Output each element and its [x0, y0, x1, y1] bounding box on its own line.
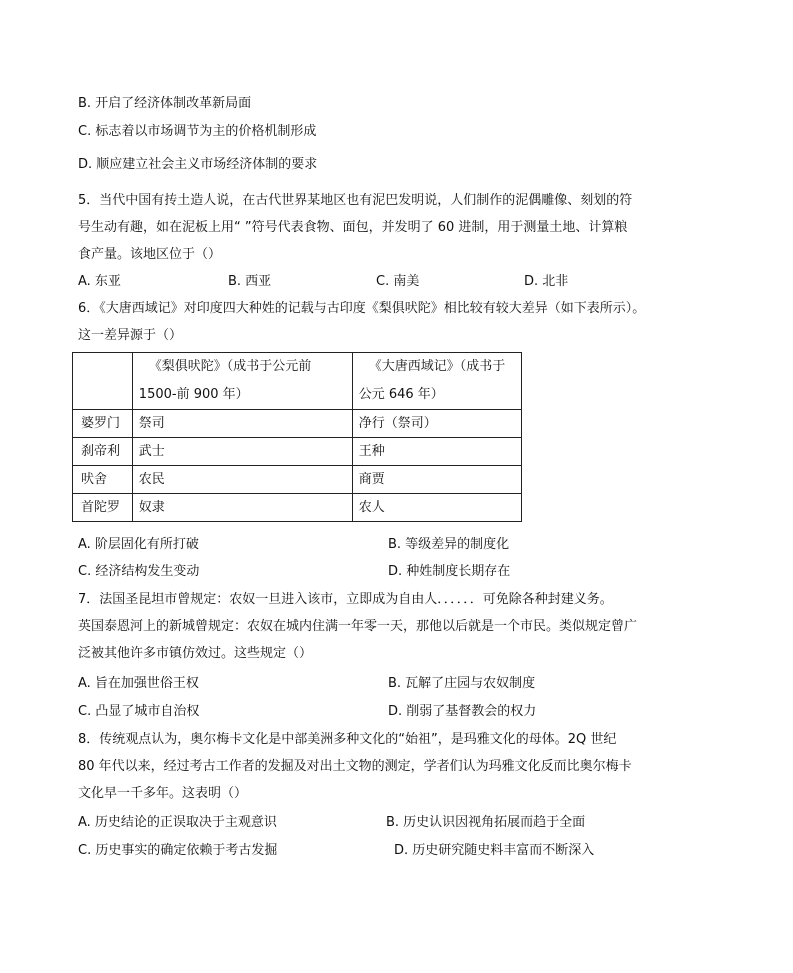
q5-stem-line-1: 5．当代中国有抟土造人说，在古代世界某地区也有泥巴发明说，人们制作的泥偶雕像、刻划的符 [78, 193, 633, 208]
table-header-tang [352, 353, 521, 410]
q6-option-a: A. 阶层固化有所打破 [78, 537, 199, 552]
q4-option-b: B. 开启了经济体制改革新局面 [78, 96, 252, 111]
q5-option-a: A. 东亚 [78, 274, 121, 289]
caste-comparison-table [72, 352, 522, 522]
q8-option-c: C. 历史事实的确定依赖于考古发掘 [78, 843, 278, 858]
q6-option-b: B. 等级差异的制度化 [388, 537, 510, 552]
rigveda-cell: 奴隶 [132, 494, 352, 522]
table-row [73, 466, 522, 494]
q7-option-a: A. 旨在加强世俗王权 [78, 676, 199, 691]
q4-option-c: C. 标志着以市场调节为主的价格机制形成 [78, 124, 317, 139]
caste-name-cell: 刹帝利 [73, 438, 133, 466]
tang-header-line-1: 《大唐西域记》（成书于 [368, 359, 506, 374]
q6-option-c: C. 经济结构发生变动 [78, 564, 200, 579]
q7-option-b: B. 瓦解了庄园与农奴制度 [388, 676, 536, 691]
q5-stem-line-2: 号生动有趣，如在泥板上用“ ”符号代表食物、面包，并发明了 60 进制，用于测量土地、计算粮 [78, 220, 628, 235]
q7-option-d: D. 削弱了基督教会的权力 [388, 704, 537, 719]
caste-name-cell: 首陀罗 [73, 494, 133, 522]
q5-stem-line-3: 食产量。该地区位于（） [78, 247, 222, 262]
q8-option-b: B. 历史认识因视角拓展而趋于全面 [386, 815, 586, 830]
rigveda-header-line-2: 1500-前 900 年） [138, 387, 249, 402]
rigveda-cell: 武士 [132, 438, 352, 466]
q8-stem-line-1: 8．传统观点认为，奥尔梅卡文化是中部美洲多种文化的“始祖”，是玛雅文化的母体。2Q 世纪 [78, 732, 617, 747]
q8-stem-line-2: 80 年代以来，经过考古工作者的发掘及对出土文物的测定，学者们认为玛雅文化反而比奥尔梅卡 [78, 759, 632, 774]
rigveda-cell: 农民 [132, 466, 352, 494]
q6-stem-line-2: 这一差异源于（） [78, 328, 183, 343]
q7-stem-line-2: 英国泰恩河上的新城曾规定：农奴在城内住满一年零一天，那他以后就是一个市民。类似规定曾广 [78, 619, 638, 634]
q7-stem-line-3: 泛被其他许多市镇仿效过。这些规定（） [78, 646, 313, 661]
tang-cell: 净行（祭司） [352, 410, 521, 438]
table-header-row [73, 353, 522, 410]
q4-option-d: D. 顺应建立社会主义市场经济体制的要求 [78, 157, 318, 172]
rigveda-cell: 祭司 [132, 410, 352, 438]
q5-option-c: C. 南美 [376, 274, 420, 289]
q8-stem-line-3: 文化早一千多年。这表明（） [78, 786, 248, 801]
q7-stem-line-1: 7．法国圣昆坦市曾规定：农奴一旦进入该市，立即成为自由人．．．．．．可免除各种封建义务。 [78, 592, 613, 607]
table-row [73, 410, 522, 438]
q5-option-b: B. 西亚 [228, 274, 272, 289]
q8-option-d: D. 历史研究随史料丰富而不断深入 [394, 843, 595, 858]
q6-option-d: D. 种姓制度长期存在 [388, 564, 511, 579]
q8-option-a: A. 历史结论的正误取决于主观意识 [78, 815, 277, 830]
table-header-empty-cell [73, 353, 133, 410]
q6-stem-line-1: 6．《大唐西域记》对印度四大种姓的记载与古印度《梨俱吠陀》相比较有较大差异（如下表所示）。 [78, 301, 646, 316]
tang-cell: 商贾 [352, 466, 521, 494]
rigveda-header-line-1: 《梨俱吠陀》（成书于公元前 [148, 359, 312, 374]
table-row [73, 438, 522, 466]
table-row [73, 494, 522, 522]
q7-option-c: C. 凸显了城市自治权 [78, 704, 200, 719]
caste-name-cell: 婆罗门 [73, 410, 133, 438]
caste-name-cell: 吠舍 [73, 466, 133, 494]
tang-cell: 农人 [352, 494, 521, 522]
q5-option-d: D. 北非 [524, 274, 569, 289]
tang-header-line-2: 公元 646 年） [358, 387, 444, 402]
table-header-rigveda [132, 353, 352, 410]
tang-cell: 王种 [352, 438, 521, 466]
